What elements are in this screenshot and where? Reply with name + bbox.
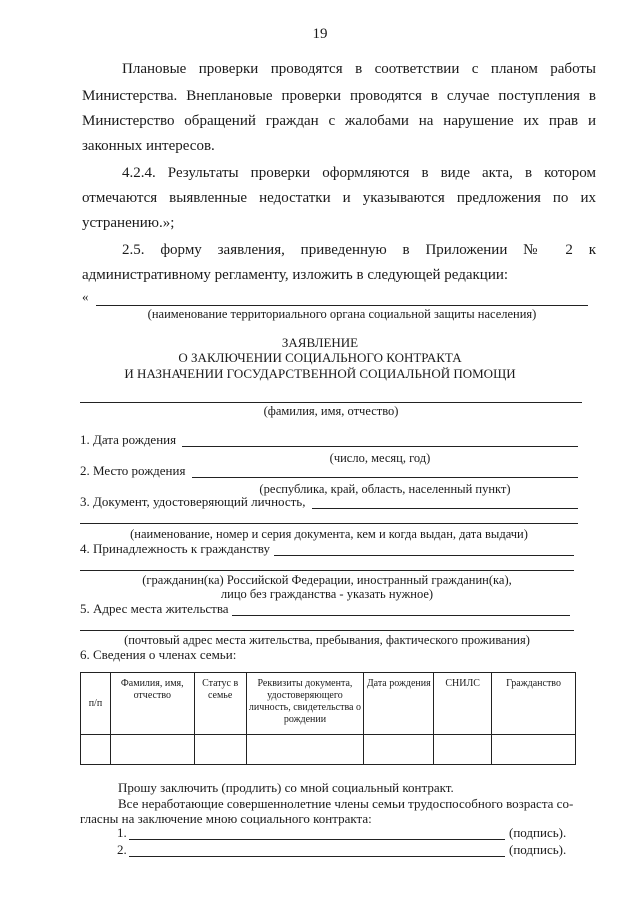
signature-1-num: 1. xyxy=(117,825,127,840)
fio-caption: (фамилия, имя, отчество) xyxy=(263,404,399,418)
para1-line1: Плановые проверки проводятся в соответствии с планом работы xyxy=(122,61,596,77)
para1-line4: законных интересов. xyxy=(82,138,215,154)
address-line-2[interactable] xyxy=(80,630,574,631)
signature-1-caption: (подпись). xyxy=(509,825,567,840)
birth-place-caption: (республика, край, область, населенный пункт) xyxy=(259,482,511,496)
signature-2-num: 2. xyxy=(117,842,127,857)
citizenship-label: 4. Принадлежность к гражданству xyxy=(80,541,270,556)
address-label: 5. Адрес места жительства xyxy=(80,601,229,616)
citizenship-caption-1: (гражданин(ка) Российской Федерации, иностранный гражданин(ка), xyxy=(142,573,512,587)
citizenship-caption-2: лицо без гражданства - указать нужное) xyxy=(220,587,434,601)
table-row xyxy=(81,735,576,765)
cell-snils[interactable] xyxy=(434,735,492,765)
request-text-2-line1: Все неработающие совершеннолетние члены семьи трудоспособного возраста со- xyxy=(118,796,574,811)
col-header-birth-date: Дата рождения xyxy=(364,673,434,735)
col-header-num: п/п xyxy=(81,673,111,735)
family-members-table xyxy=(80,672,576,765)
id-doc-label: 3. Документ, удостоверяющий личность, xyxy=(80,494,306,509)
citizenship-line-2[interactable] xyxy=(80,570,574,571)
signature-2-line[interactable] xyxy=(129,856,505,857)
id-doc-caption: (наименование, номер и серия документа, кем и когда выдан, дата выдачи) xyxy=(130,527,528,541)
cell-citizenship[interactable] xyxy=(492,735,576,765)
para3-line2: административному регламенту, изложить в следующей редакции: xyxy=(82,267,509,283)
form-title-line2: О ЗАКЛЮЧЕНИИ СОЦИАЛЬНОГО КОНТРАКТА xyxy=(178,350,462,365)
birth-date-label: 1. Дата рождения xyxy=(80,432,177,447)
para1-line2: Министерства. Внеплановые проверки проводятся в случае поступления в xyxy=(82,88,596,104)
id-doc-line-2[interactable] xyxy=(80,523,578,524)
table-header-row xyxy=(81,673,576,735)
col-header-snils: СНИЛС xyxy=(434,673,492,735)
org-name-line[interactable] xyxy=(96,305,588,306)
para2-line1: 4.2.4. Результаты проверки оформляются в виде акта, в котором xyxy=(122,165,596,181)
open-quote: « xyxy=(82,289,89,304)
cell-birth-date[interactable] xyxy=(364,735,434,765)
request-text-1: Прошу заключить (продлить) со мной социальный контракт. xyxy=(118,780,454,795)
cell-num[interactable] xyxy=(81,735,111,765)
family-label: 6. Сведения о членах семьи: xyxy=(80,647,237,662)
col-header-fio: Фамилия, имя, отчество xyxy=(110,673,194,735)
col-header-citizenship: Гражданство xyxy=(492,673,576,735)
birth-date-caption: (число, месяц, год) xyxy=(329,451,431,465)
address-caption: (почтовый адрес места жительства, пребывания, фактического проживания) xyxy=(124,633,530,647)
birth-place-line[interactable] xyxy=(192,477,578,478)
col-header-document: Реквизиты документа, удостоверяющего личность, свидетельства о рождении xyxy=(246,673,364,735)
citizenship-line-1[interactable] xyxy=(274,555,574,556)
birth-place-label: 2. Место рождения xyxy=(80,463,186,478)
request-text-2-line2: гласны на заключение мною социального контракта: xyxy=(80,811,372,826)
signature-2-caption: (подпись). xyxy=(509,842,567,857)
signature-1-line[interactable] xyxy=(129,839,505,840)
col-header-status: Статус в семье xyxy=(194,673,246,735)
form-title-line3: И НАЗНАЧЕНИИ ГОСУДАРСТВЕННОЙ СОЦИАЛЬНОЙ ПОМОЩИ xyxy=(124,366,516,381)
para3-line1: 2.5. форму заявления, приведенную в Приложении № 2 к xyxy=(122,242,596,258)
birth-date-line[interactable] xyxy=(182,446,578,447)
para1-line3: Министерство обращений граждан с жалобами на нарушение их прав и xyxy=(82,113,596,129)
cell-document[interactable] xyxy=(246,735,364,765)
cell-status[interactable] xyxy=(194,735,246,765)
page-number: 19 xyxy=(312,26,328,42)
fio-line[interactable] xyxy=(80,402,582,403)
para2-line2: отмечаются выявленные недостатки и указываются предложения по их xyxy=(82,190,596,206)
cell-fio[interactable] xyxy=(110,735,194,765)
org-name-caption: (наименование территориального органа социальной защиты населения) xyxy=(147,307,537,321)
para2-line3: устранению.»; xyxy=(82,215,175,231)
id-doc-line-1[interactable] xyxy=(312,508,578,509)
form-title-line1: ЗАЯВЛЕНИЕ xyxy=(281,335,359,350)
address-line-1[interactable] xyxy=(232,615,570,616)
